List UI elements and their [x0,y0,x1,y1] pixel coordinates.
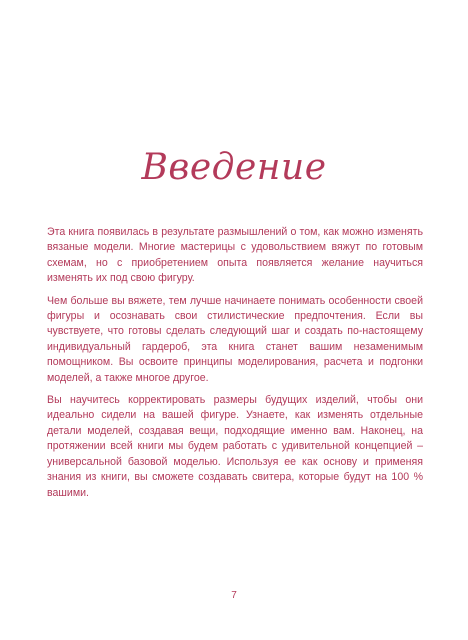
paragraph-2: Чем больше вы вяжете, тем лучше начинаете понимать особенности своей фигуры и осознавать свои стилистические предпочтения. Если вы чувствуете, что готовы сделать следующий шаг и создать по-настоящему индивидуальный гардероб, эта книга станет вашим незаменимым помощником. Вы освоите принципы моделирования, расчета и подгонки моделей, а также многое другое. [47,294,423,384]
paragraph-1: Эта книга появилась в результате размышлений о том, как можно изменять вязаные модели. Многие мастерицы с удовольствием вяжут по готовым схемам, но с приобретением опыта появляется желание научиться изменять их под свою фигуру. [47,226,423,285]
paragraph-3: Вы научитесь корректировать размеры будущих изделий, чтобы они идеально сидели на вашей фигуре. Узнаете, как изменять отдельные детали моделей, создавая вещи, подходящие именно вам. Наконец, на протяжении всей книги мы будем работать с удивительной концепцией – универсальной базовой моделью. Используя ее как основу и применяя знания из книги, вы сможете создавать свитера, которые будут на 100 % вашими. [47,394,423,499]
page-number: 7 [231,590,237,601]
chapter-body [47,225,423,508]
chapter-title: Введение [141,147,327,188]
